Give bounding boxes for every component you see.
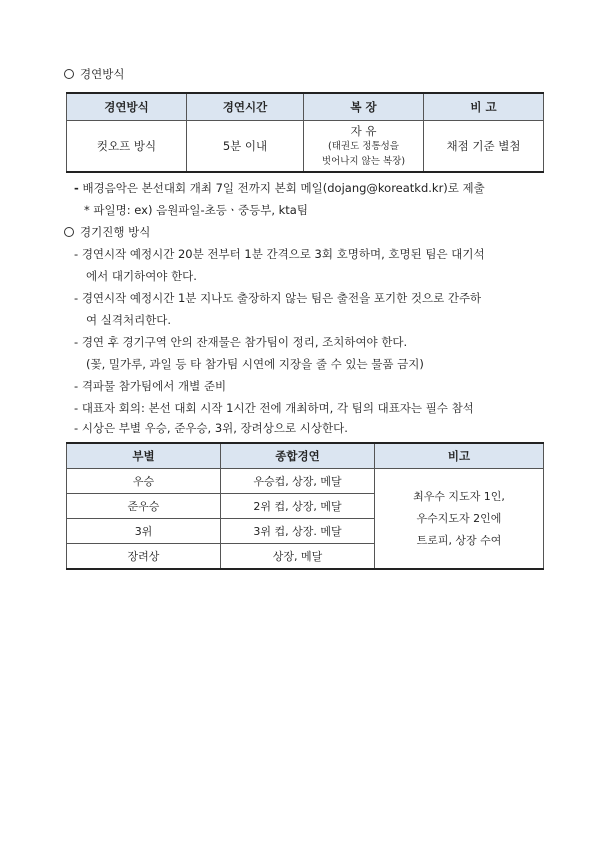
remark-cell: 채점 기준 별첨 <box>424 121 544 173</box>
attire-cell <box>304 121 424 173</box>
attire-main: 자 유 <box>350 123 377 138</box>
remark-line: 트로피, 상장 수여 <box>416 533 502 547</box>
header-cell: 경연방식 <box>67 93 187 121</box>
note-filename: * 파일명: ex) 음원파일-초등ㆍ중등부, kta팀 <box>84 203 308 217</box>
list-item: - 경연시작 예정시간 20분 전부터 1분 간격으로 3회 호명하며, 호명된 팀은 대기석 <box>74 247 485 261</box>
list-item-cont: 에서 대기하여야 한다. <box>86 269 197 283</box>
list-item-text: 경연시작 예정시간 1분 지나도 출장하지 않는 팀은 출전을 포기한 것으로 간주하 <box>81 291 482 305</box>
header-cell: 종합경연 <box>221 443 375 469</box>
section-heading-text: 경연방식 <box>80 67 125 81</box>
list-item-text: 경연 후 경기구역 안의 잔재물은 참가팀이 정리, 조치하여야 한다. <box>81 335 408 349</box>
prize-cell: 우승컵, 상장, 메달 <box>221 469 375 494</box>
attire-note-2: 벗어나지 않는 복장) <box>321 156 406 168</box>
table-header-row <box>67 93 544 121</box>
time-cell: 5분 이내 <box>187 121 304 173</box>
note-music: - 배경음악은 본선대회 개최 7일 전까지 본회 메일(dojang@koreatkd.kr)로 제출 <box>74 181 485 195</box>
section-heading-method <box>64 66 124 82</box>
section-heading-progress <box>64 224 150 240</box>
list-item: - 경연시작 예정시간 1분 지나도 출장하지 않는 팀은 출전을 포기한 것으로 간주하 <box>74 291 482 305</box>
list-item-cont: (꽃, 밀가루, 과일 등 타 참가팀 시연에 지장을 줄 수 있는 물품 금지) <box>86 357 424 371</box>
list-item: - 격파물 참가팀에서 개별 준비 <box>74 379 227 393</box>
method-table <box>66 92 544 173</box>
division-cell: 3위 <box>67 519 221 544</box>
header-cell: 경연시간 <box>187 93 304 121</box>
table-row <box>67 121 544 173</box>
list-item: - 대표자 회의: 본선 대회 시작 1시간 전에 개최하며, 각 팀의 대표자는 필수 참석 <box>74 401 474 415</box>
prize-cell: 상장, 메달 <box>221 544 375 570</box>
list-item-text: 경연시작 예정시간 20분 전부터 1분 간격으로 3회 호명하며, 호명된 팀은 대기석 <box>81 247 485 261</box>
awards-table <box>66 442 544 570</box>
header-cell: 복 장 <box>304 93 424 121</box>
list-item-text: 격파물 참가팀에서 개별 준비 <box>81 379 227 393</box>
division-cell: 장려상 <box>67 544 221 570</box>
prize-cell: 3위 컵, 상장. 메달 <box>221 519 375 544</box>
note-music-text: 배경음악은 본선대회 개최 7일 전까지 본회 메일(dojang@koreatkd.kr)로 제출 <box>82 181 485 195</box>
division-cell: 우승 <box>67 469 221 494</box>
method-cell: 컷오프 방식 <box>67 121 187 173</box>
list-item-cont: 여 실격처리한다. <box>86 313 172 327</box>
list-item-text: 시상은 부별 우승, 준우승, 3위, 장려상으로 시상한다. <box>81 421 348 435</box>
attire-note-1: (태권도 정통성을 <box>328 140 399 152</box>
prize-cell: 2위 컵, 상장, 메달 <box>221 494 375 519</box>
header-cell: 비 고 <box>424 93 544 121</box>
list-item: - 경연 후 경기구역 안의 잔재물은 참가팀이 정리, 조치하여야 한다. <box>74 335 408 349</box>
header-cell: 부별 <box>67 443 221 469</box>
remark-line: 최우수 지도자 1인, <box>413 489 505 503</box>
remark-line: 우수지도자 2인에 <box>416 511 502 525</box>
list-item: - 시상은 부별 우승, 준우승, 3위, 장려상으로 시상한다. <box>74 421 348 435</box>
division-cell: 준우승 <box>67 494 221 519</box>
header-cell: 비고 <box>375 443 544 469</box>
circle-bullet-icon <box>64 69 74 79</box>
circle-bullet-icon <box>64 227 74 237</box>
list-item-text: 대표자 회의: 본선 대회 시작 1시간 전에 개최하며, 각 팀의 대표자는 필수 참석 <box>81 401 474 415</box>
table-header-row <box>67 443 544 469</box>
awards-remark-cell <box>375 469 544 570</box>
section-heading-text: 경기진행 방식 <box>80 225 151 239</box>
table-row <box>67 469 544 494</box>
